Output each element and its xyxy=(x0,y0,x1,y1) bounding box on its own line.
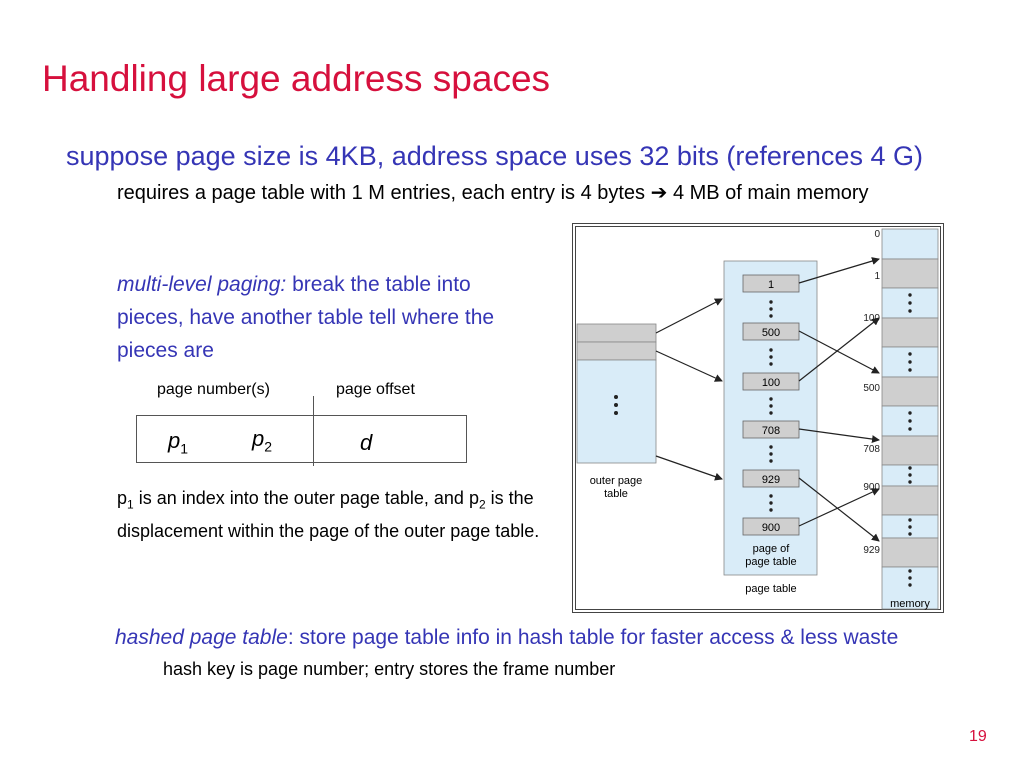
memory-label: memory xyxy=(890,598,930,610)
page-of-page-table-label-1: page of xyxy=(752,543,790,555)
outer-page-table-label-1: outer page xyxy=(589,475,643,487)
memory-marker: 708 xyxy=(863,444,880,455)
sub1-text-b: 4 MB of main memory xyxy=(667,182,869,204)
memory-marker: 500 xyxy=(863,383,880,394)
multilevel-term: multi-level paging: xyxy=(117,273,287,296)
bullet-hashed-page-table xyxy=(115,626,898,650)
address-divider-top xyxy=(313,396,314,416)
page-number-label: page number(s) xyxy=(157,381,270,398)
memory-marker: 0 xyxy=(874,229,880,240)
offset-field: d xyxy=(360,430,373,455)
entry-label: 500 xyxy=(761,327,781,339)
right-arrow-icon: ➔ xyxy=(650,182,668,204)
memory-column xyxy=(882,229,938,609)
entry-label: 708 xyxy=(761,425,781,437)
entry-label: 929 xyxy=(761,474,781,486)
hashed-text: : store page table info in hash table for faster access & less waste xyxy=(287,626,899,649)
slide-number: 19 xyxy=(969,728,987,745)
sub-bullet-hash-key: hash key is page number; entry stores the frame number xyxy=(163,659,616,679)
page-of-page-table-label-2: page table xyxy=(745,556,797,568)
address-divider xyxy=(313,416,314,466)
two-level-page-table-diagram xyxy=(572,223,944,613)
memory-marker: 1 xyxy=(874,271,880,282)
entry-label: 1 xyxy=(767,279,775,291)
entry-label: 900 xyxy=(761,522,781,534)
memory-marker: 929 xyxy=(863,545,880,556)
multilevel-text: break the table into pieces, have another table tell where the pieces are xyxy=(117,273,495,362)
page-offset-label: page offset xyxy=(336,381,415,398)
slide-title: Handling large address spaces xyxy=(42,58,551,99)
outer-page-table xyxy=(577,324,656,463)
outer-page-table-label-2: table xyxy=(604,488,628,500)
hashed-term: hashed page table xyxy=(115,626,288,649)
bullet-multilevel-paging xyxy=(117,268,537,367)
memory-marker: 100 xyxy=(863,313,880,324)
sub1-text-a: requires a page table with 1 M entries, each entry is 4 bytes xyxy=(117,182,651,204)
entry-label: 100 xyxy=(761,377,781,389)
sub-bullet-page-table-size xyxy=(117,180,869,205)
p1-p2-description: $p_1$ is an index into the outer page table, and $p_2$ is the displacement within the page of the outer page table. xyxy=(117,488,540,541)
p1-field: $p_1$ xyxy=(168,428,189,457)
p2-field: $p_2$ xyxy=(252,426,273,455)
memory-marker: 900 xyxy=(863,482,880,493)
bullet-page-size: suppose page size is 4KB, address space uses 32 bits (references 4 G) xyxy=(66,141,923,171)
page-table-label: page table xyxy=(745,583,797,595)
